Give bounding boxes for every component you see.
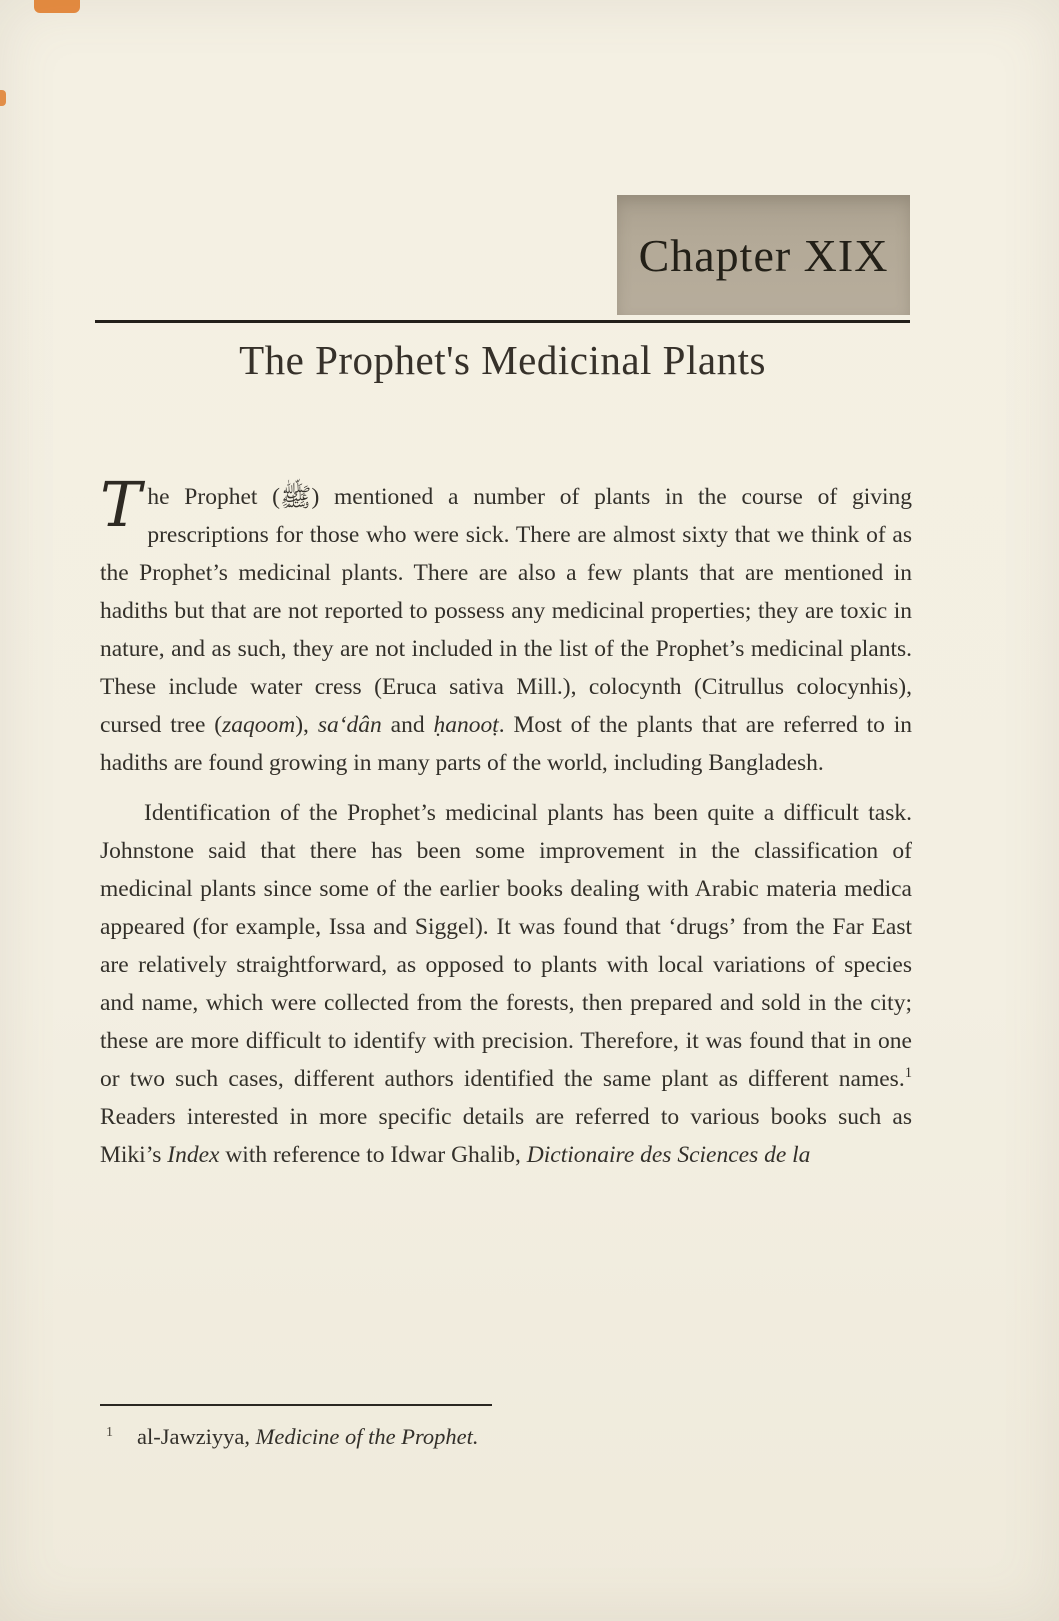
body-text [100, 468, 912, 1174]
paragraph-1 [100, 468, 912, 782]
scan-artifact-left [0, 90, 6, 106]
paragraph-2: Identification of the Prophet’s medicinal plants has been quite a difficult task. Johnstone said that there has been some improvement in the classification of medicinal plants since some of the earlier books dealing with Arabic materia medica appeared (for example, Issa and Siggel). It was found that ‘drugs’ from the Far East are relatively straightforward, as opposed to plants with local variations of species and name, which were collected from the forests, then prepared and sold in the city; these are more difficult to identify with precision. Therefore, it was found that in one or two such cases, different authors identified the same plant as different names.$^1$ Readers interested in more specific details are referred to various books such as Miki’s Index with reference to Idwar Ghalib, Dictionaire des Sciences de la [100, 800, 912, 1168]
footnote-marker: 1 [106, 1424, 113, 1440]
paragraph-1-text: he Prophet (ﷺ) mentioned a number of plants in the course of giving prescriptions for those who were sick. There are almost sixty that we think of as the Prophet’s medicinal plants. There are also a few plants that are mentioned in hadiths but that are not reported to possess any medicinal properties; they are toxic in nature, and as such, they are not included in the list of the Prophet’s medicinal plants. These include water cress (Eruca sativa Mill.), colocynth (Citrullus colocynhis), cursed tree (zaqoom), sa‘dân and ḥanooṭ. Most of the plants that are referred to in hadiths are found growing in many parts of the world, including Bangladesh. [100, 483, 912, 776]
dropcap-letter: T [100, 468, 142, 541]
scan-artifact-top [34, 0, 80, 13]
chapter-label: Chapter XIX [638, 229, 889, 281]
chapter-heading-box [617, 195, 910, 315]
footnote [100, 1420, 912, 1454]
header-rule [95, 320, 910, 323]
footnote-text: al-Jawziyya, Medicine of the Prophet. [136, 1424, 479, 1449]
page-title: The Prophet's Medicinal Plants [239, 337, 766, 383]
footnote-rule [100, 1404, 492, 1406]
